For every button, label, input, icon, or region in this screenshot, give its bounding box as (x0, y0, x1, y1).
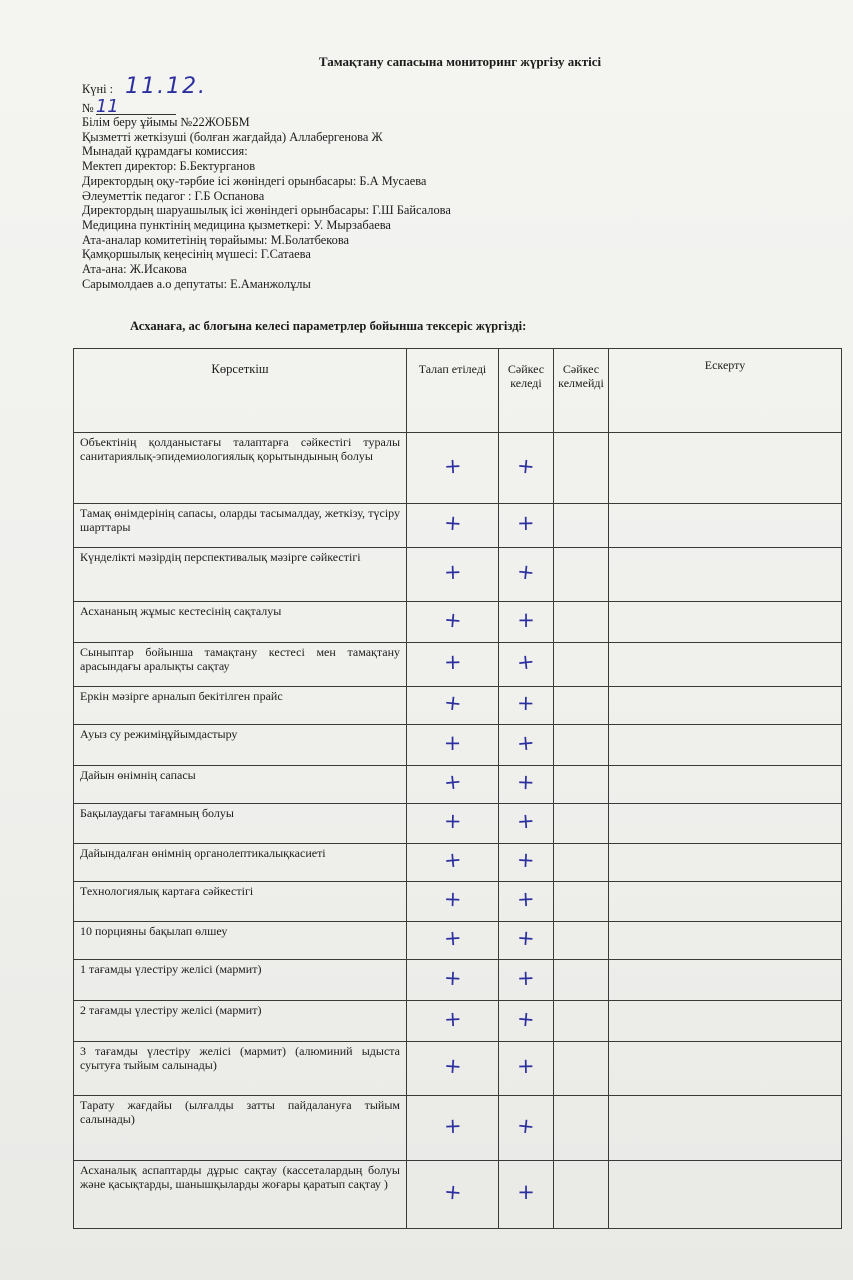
complies-cell (499, 725, 554, 766)
note-cell (609, 504, 842, 548)
handwritten-plus-mark: + (443, 650, 462, 675)
info-line: Қамқоршылық кеңесінің мүшесі: Г.Сатаева (82, 247, 311, 262)
table-row (74, 804, 842, 844)
required-cell (407, 1096, 499, 1161)
handwritten-plus-mark: + (516, 1112, 537, 1139)
handwritten-plus-mark: + (443, 1113, 462, 1139)
complies-cell (499, 602, 554, 643)
table-row (74, 433, 842, 504)
header-indicator: Көрсеткіш (74, 349, 407, 433)
table-row (74, 725, 842, 766)
complies-cell (499, 882, 554, 922)
info-line: Директордың шаруашылық ісі жөніндегі орынбасары: Г.Ш Байсалова (82, 203, 451, 218)
handwritten-plus-mark: + (516, 965, 536, 991)
note-cell (609, 433, 842, 504)
handwritten-plus-mark: + (516, 886, 536, 912)
required-cell (407, 960, 499, 1001)
info-line: Әлеуметтік педагог : Г.Б Оспанова (82, 188, 265, 203)
not-complies-cell (554, 504, 609, 548)
indicator-cell: Тамақ өнімдерінің сапасы, оларды тасымалдау, жеткізу, түсіру шарттары (74, 504, 407, 548)
table-row (74, 1161, 842, 1229)
info-line: Директордың оқу-тәрбие ісі жөніндегі орынбасары: Б.А Мусаева (82, 173, 427, 188)
table-header-row (74, 349, 842, 433)
required-cell (407, 882, 499, 922)
required-cell (407, 1001, 499, 1042)
handwritten-plus-mark: + (442, 510, 463, 536)
table-row (74, 922, 842, 960)
note-cell (609, 1042, 842, 1096)
handwritten-plus-mark: + (516, 691, 536, 716)
indicator-cell: 3 тағамды үлестіру желісі (мармит) (алюминий ыдыста суытуға тыйым салынады) (74, 1042, 407, 1096)
required-cell (407, 433, 499, 504)
number-line (82, 96, 642, 117)
required-cell (407, 922, 499, 960)
note-cell (609, 643, 842, 687)
handwritten-plus-mark: + (516, 1054, 535, 1079)
note-cell (609, 804, 842, 844)
note-cell (609, 1096, 842, 1161)
table-row (74, 504, 842, 548)
handwritten-plus-mark: + (443, 886, 462, 912)
info-line: Ата-ана: Ж.Исакова (82, 262, 187, 277)
note-cell (609, 922, 842, 960)
not-complies-cell (554, 433, 609, 504)
indicator-cell: Ауыз су режиміңұйымдастыру (74, 725, 407, 766)
note-cell (609, 766, 842, 804)
table-row (74, 960, 842, 1001)
handwritten-plus-mark: + (517, 1180, 535, 1205)
complies-cell (499, 504, 554, 548)
table-row (74, 766, 842, 804)
complies-cell (499, 960, 554, 1001)
indicator-cell: Дайындалған өнімнің органолептикалықкасиеті (74, 844, 407, 882)
info-line: Білім беру ұйымы №22ЖОББМ (82, 115, 250, 129)
info-line: Мынадай құрамдағы комиссия: (82, 144, 248, 159)
complies-cell (499, 766, 554, 804)
not-complies-cell (554, 1161, 609, 1229)
handwritten-plus-mark: + (442, 847, 463, 873)
complies-cell (499, 1042, 554, 1096)
handwritten-plus-mark: + (443, 809, 462, 834)
not-complies-cell (554, 602, 609, 643)
table-row (74, 548, 842, 602)
note-cell (609, 960, 842, 1001)
required-cell (407, 725, 499, 766)
handwritten-plus-mark: + (516, 453, 536, 479)
indicator-cell: 10 порцияны бақылап өлшеу (74, 922, 407, 960)
table-row (74, 1001, 842, 1042)
not-complies-cell (554, 643, 609, 687)
complies-cell (499, 687, 554, 725)
indicator-cell: Сыныптар бойынша тамақтану кестесі мен тамақтану арасындағы аралықты сақтау (74, 643, 407, 687)
number-label: № (82, 101, 94, 115)
required-cell (407, 504, 499, 548)
handwritten-plus-mark: + (443, 965, 462, 991)
note-cell (609, 844, 842, 882)
indicator-cell: Объектінің қолданыстағы талаптарға сәйкестігі туралы санитариялық-эпидемиологиялық қорытындының болуы (74, 433, 407, 504)
number-value: 11 (96, 100, 176, 115)
not-complies-cell (554, 1001, 609, 1042)
required-cell (407, 844, 499, 882)
complies-cell (499, 433, 554, 504)
handwritten-plus-mark: + (442, 925, 463, 951)
note-cell (609, 687, 842, 725)
note-cell (609, 602, 842, 643)
info-line: Ата-аналар комитетінің төрайымы: М.Болатбекова (82, 232, 350, 247)
required-cell (407, 643, 499, 687)
note-cell (609, 548, 842, 602)
handwritten-plus-mark: + (516, 808, 536, 834)
commission-info (82, 115, 642, 291)
table-row (74, 643, 842, 687)
note-cell (609, 882, 842, 922)
indicator-cell: Асхананың жұмыс кестесінің сақталуы (74, 602, 407, 643)
table-row (74, 1096, 842, 1161)
handwritten-plus-mark: + (517, 607, 535, 632)
handwritten-plus-mark: + (515, 649, 536, 676)
not-complies-cell (554, 922, 609, 960)
indicator-cell: Күнделікті мәзірдің перспективалық мәзірге сәйкестігі (74, 548, 407, 602)
table-row (74, 687, 842, 725)
date-value: 11.12. (125, 74, 208, 99)
handwritten-plus-mark: + (516, 730, 536, 756)
handwritten-plus-mark: + (516, 847, 536, 873)
header-complies: Сәйкес келеді (499, 349, 554, 433)
handwritten-plus-mark: + (442, 690, 463, 717)
indicator-cell: Бақылаудағы тағамның болуы (74, 804, 407, 844)
required-cell (407, 766, 499, 804)
header-note: Ескерту (609, 349, 842, 433)
indicator-cell: Технологиялық картаға сәйкестігі (74, 882, 407, 922)
not-complies-cell (554, 687, 609, 725)
inspection-table (73, 348, 842, 1229)
complies-cell (499, 1096, 554, 1161)
not-complies-cell (554, 1096, 609, 1161)
info-line: Қызметті жеткізуші (болған жағдайда) Аллабергенова Ж (82, 129, 383, 144)
not-complies-cell (554, 882, 609, 922)
header-required: Талап етіледі (407, 349, 499, 433)
document-title: Тамақтану сапасына мониторинг жүргізу актісі (318, 54, 602, 69)
indicator-cell: Асханалық аспаптарды дұрыс сақтау (кассеталардың болуы және қасықтарды, шанышқыларды жоғары қаратып сақтау ) (74, 1161, 407, 1229)
handwritten-plus-mark: + (516, 925, 536, 951)
not-complies-cell (554, 766, 609, 804)
complies-cell (499, 844, 554, 882)
required-cell (407, 1042, 499, 1096)
header-not-complies: Сәйкес келмейді (554, 349, 609, 433)
date-line (82, 74, 642, 100)
handwritten-plus-mark: + (516, 769, 536, 795)
info-line: Мектеп директор: Б.Бектурганов (82, 159, 256, 174)
required-cell (407, 687, 499, 725)
inspection-subtitle: Асханаға, ас блогына келесі параметрлер бойынша тексеріс жүргізді: (130, 319, 527, 333)
handwritten-plus-mark: + (442, 1179, 463, 1205)
info-line: Медицина пунктінің медицина қызметкері: У. Мырзабаева (82, 217, 391, 232)
handwritten-plus-mark: + (516, 1006, 536, 1032)
table-row (74, 844, 842, 882)
handwritten-plus-mark: + (442, 607, 463, 633)
document-meta (82, 74, 642, 291)
handwritten-plus-mark: + (443, 559, 462, 585)
note-cell (609, 1161, 842, 1229)
complies-cell (499, 1001, 554, 1042)
handwritten-plus-mark: + (443, 1006, 462, 1032)
handwritten-plus-mark: + (516, 559, 537, 586)
table-row (74, 602, 842, 643)
indicator-cell: Еркін мәзірге арналып бекітілген прайс (74, 687, 407, 725)
required-cell (407, 1161, 499, 1229)
table-row (74, 1042, 842, 1096)
indicator-cell: Дайын өнімнің сапасы (74, 766, 407, 804)
complies-cell (499, 643, 554, 687)
not-complies-cell (554, 725, 609, 766)
indicator-cell: 1 тағамды үлестіру желісі (мармит) (74, 960, 407, 1001)
complies-cell (499, 1161, 554, 1229)
not-complies-cell (554, 1042, 609, 1096)
handwritten-plus-mark: + (442, 1053, 463, 1079)
required-cell (407, 602, 499, 643)
table-row (74, 882, 842, 922)
handwritten-plus-mark: + (442, 769, 463, 796)
not-complies-cell (554, 960, 609, 1001)
required-cell (407, 548, 499, 602)
not-complies-cell (554, 804, 609, 844)
handwritten-plus-mark: + (443, 730, 462, 755)
complies-cell (499, 804, 554, 844)
note-cell (609, 1001, 842, 1042)
note-cell (609, 725, 842, 766)
complies-cell (499, 922, 554, 960)
indicator-cell: 2 тағамды үлестіру желісі (мармит) (74, 1001, 407, 1042)
handwritten-plus-mark: + (443, 453, 462, 479)
date-label: Күні : (82, 82, 114, 96)
not-complies-cell (554, 844, 609, 882)
indicator-cell: Тарату жағдайы (ылғалды затты пайдалануға тыйым салынады) (74, 1096, 407, 1161)
not-complies-cell (554, 548, 609, 602)
required-cell (407, 804, 499, 844)
handwritten-plus-mark: + (516, 511, 535, 536)
complies-cell (499, 548, 554, 602)
info-line: Сарымолдаев а.о депутаты: Е.Аманжолұлы (82, 276, 311, 291)
